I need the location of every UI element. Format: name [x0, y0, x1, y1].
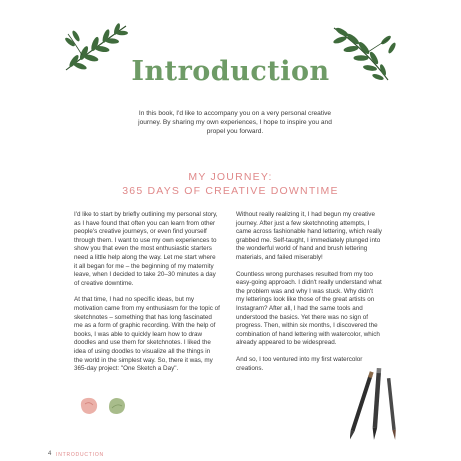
section-heading-line-2: 365 DAYS OF CREATIVE DOWNTIME	[122, 185, 339, 197]
body-paragraph: Without really realizing it, I had begun my creative journey. After just a few sketchnoting attempts, I came across fashionable hand lettering, which really grabbed me. Self-taught, I immediately plunged into the wonderful world of hand and brush lettering materials, and failed miserably!	[236, 211, 382, 261]
pink-watercolor-blob-icon	[78, 396, 100, 416]
left-column	[74, 211, 220, 382]
page-number: 4	[48, 451, 52, 457]
page-title: Introduction	[131, 56, 330, 87]
green-watercolor-blob-icon	[106, 396, 128, 416]
section-heading	[0, 170, 461, 198]
body-paragraph: Countless wrong purchases resulted from my too easy-going approach. I didn't really understand what the problem was and why I was stuck. Why didn't my letterings look like those of the great artists on Instagram? After all, I had the same tools and understood the basics. Yet there was no sign of progress. Then, within six months, I discovered the combination of hand lettering with watercolor, which already appeared to be widespread.	[236, 270, 382, 347]
body-paragraph: I'd like to start by briefly outlining my personal story, as I have found that often you can learn from other people's creative journeys, or even find yourself through them. I want to use my own experiences to show you that even the most enthusiastic starters need a little help along the way. Let me start where it all began for me – the beginning of my maternity leave, when I decided to take 20–30 minutes a day of creative downtime.	[74, 211, 218, 287]
intro-paragraph: In this book, I'd like to accompany you on a very personal creative journey. By sharing my own experiences, I hope to inspire you and propel you forward.	[138, 110, 332, 135]
right-column	[236, 211, 382, 381]
brush-pens-icon	[350, 368, 402, 446]
body-paragraph: And so, I too ventured into my first watercolor creations.	[236, 355, 363, 372]
running-footer: INTRODUCTION	[56, 452, 104, 458]
section-heading-line-1: MY JOURNEY:	[188, 171, 273, 183]
body-paragraph: At that time, I had no specific ideas, but my motivation came from my enthusiasm for the topic of sketchnotes – something that has long fascinated me as a form of graphic recording. With the help of books, I was able to quickly learn how to draw doodles and use them for sketchnotes. I liked the idea of using doodles to visualize all the things in the world in the simplest way. So, there it was, my 365-day project: "One Sketch a Day".	[74, 296, 220, 373]
